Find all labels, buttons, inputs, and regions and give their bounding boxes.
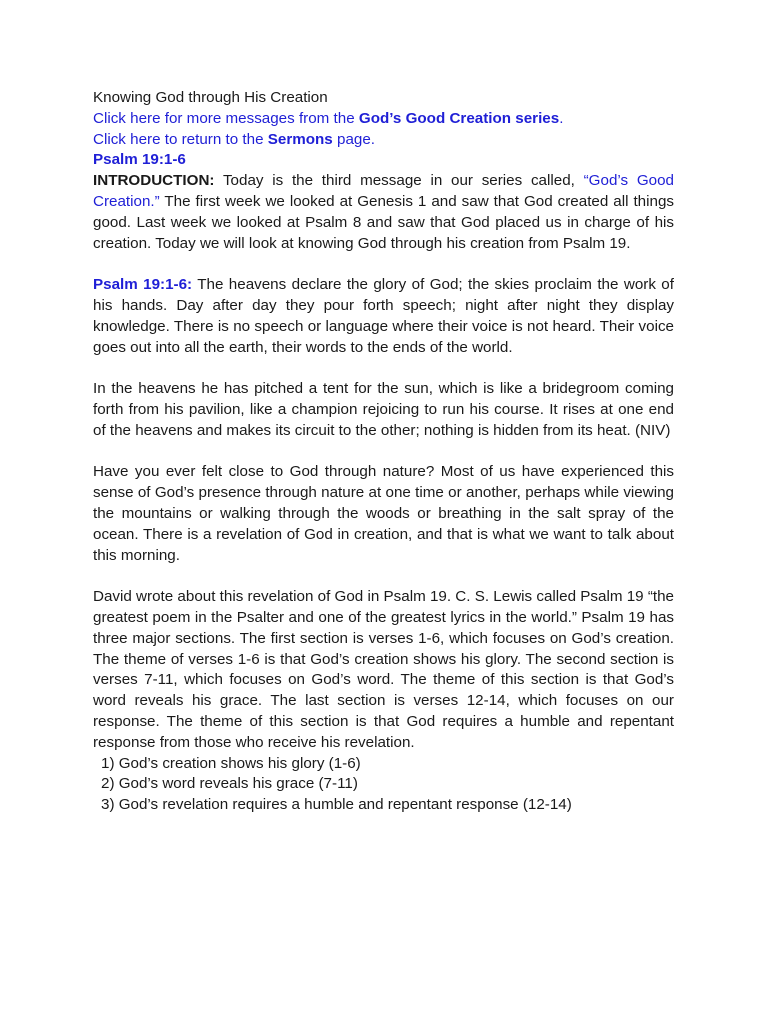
series-link[interactable]: God’s Good Creation series: [358, 109, 560, 127]
sermons-link[interactable]: Sermons: [267, 130, 333, 148]
sermons-link-suffix: page.: [337, 130, 376, 148]
introduction-paragraph: [93, 171, 674, 254]
spacer: [93, 442, 674, 463]
outline-list: [93, 754, 674, 816]
scripture-reference: Psalm 19:1-6: [93, 151, 186, 169]
body-paragraph-2: David wrote about this revelation of God in Psalm 19. C. S. Lewis called Psalm 19 “the greatest poem in the Psalter and one of the greatest lyrics in the world.” Psalm 19 has three major sections. The first section is verses 1-6, which focuses on God’s creation. The theme of verses 1-6 is that God’s creation shows his glory. The second section is verses 7-11, which focuses on God’s word. The theme of this section is that God’s word reveals his grace. The last section is verses 12-14, which focuses on our response. The theme of this section is that God requires a humble and repentant response from those who receive his revelation.: [93, 588, 674, 751]
spacer: [93, 254, 674, 275]
introduction-text-after: The first week we looked at Genesis 1 and saw that God created all things good. Last week we looked at Psalm 8 and saw that God placed us in charge of his creation. Today we will look at knowing God through his creation from Psalm 19.: [93, 192, 674, 252]
body-paragraph-1: Have you ever felt close to God through nature? Most of us have experienced this sense of God’s presence through nature at one time or another, perhaps while viewing the mountains or walking through the woods or breathing in the salt spray of the ocean. There is a revelation of God in creation, and that is what we want to talk about this morning.: [93, 463, 674, 564]
introduction-label: INTRODUCTION:: [93, 172, 215, 190]
spacer: [93, 358, 674, 379]
document-title: Knowing God through His Creation: [93, 89, 328, 106]
outline-item: 1) God’s creation shows his glory (1-6): [101, 754, 361, 772]
series-link-suffix: .: [559, 109, 564, 127]
series-link-line: [93, 109, 674, 130]
series-link-prefix[interactable]: Click here for more messages from the: [93, 109, 355, 127]
spacer: [93, 566, 674, 587]
document-page: [93, 88, 674, 816]
outline-item: 2) God’s word reveals his grace (7-11): [101, 775, 358, 793]
passage-paragraph-1: [93, 275, 674, 358]
series-quote: “God’s Good Creation.”: [93, 172, 674, 210]
sermons-link-line: [93, 130, 674, 151]
passage-paragraph-2: In the heavens he has pitched a tent for the sun, which is like a bridegroom coming forth from his pavilion, like a champion rejoicing to run his course. It rises at one end of the heavens and makes its circuit to the other; nothing is hidden from its heat. (NIV): [93, 380, 674, 439]
sermons-link-prefix[interactable]: Click here to return to the: [93, 130, 264, 148]
introduction-text-before: Today is the third message in our series called,: [222, 172, 575, 190]
passage-text-1: The heavens declare the glory of God; the skies proclaim the work of his hands. Day after day they pour forth speech; night after night they display knowledge. There is no speech or language where their voice is not heard. Their voice goes out into all the earth, their words to the ends of the world.: [93, 276, 674, 356]
passage-reference: Psalm 19:1-6:: [93, 276, 193, 294]
outline-item: 3) God’s revelation requires a humble and repentant response (12-14): [101, 796, 572, 814]
